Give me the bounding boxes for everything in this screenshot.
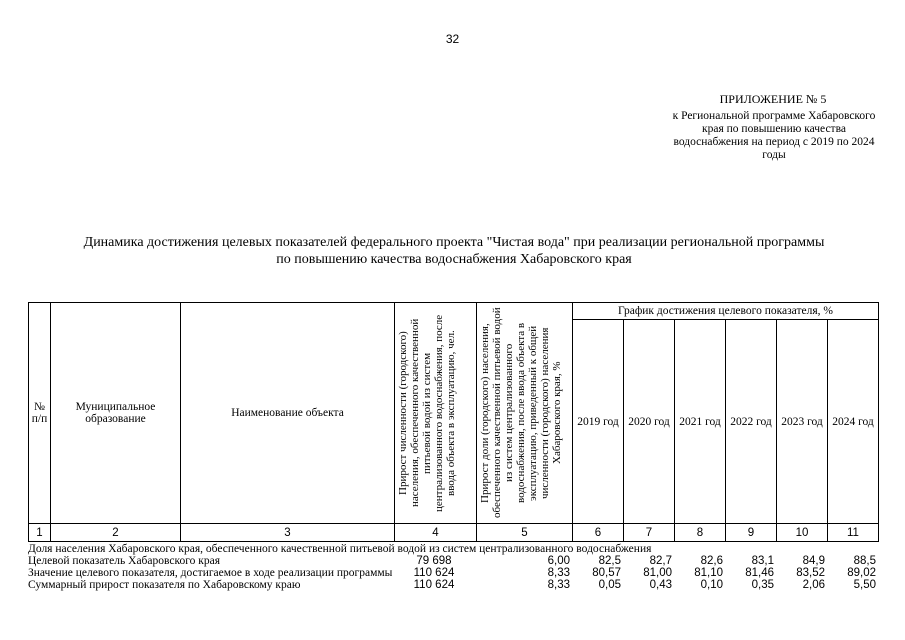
column-numbers-row xyxy=(29,524,879,542)
header-col-population-growth xyxy=(395,303,477,524)
row-year-2022: 83,1 xyxy=(751,555,774,567)
row-year-2023: 2,06 xyxy=(802,579,825,591)
column-number: 11 xyxy=(828,524,879,542)
column-number: 8 xyxy=(675,524,726,542)
header-table xyxy=(28,302,879,542)
table-row xyxy=(28,567,878,579)
row-label: Суммарный прирост показателя по Хабаровскому краю xyxy=(28,579,301,591)
column-number: 7 xyxy=(624,524,675,542)
header-year-2020: 2020 год xyxy=(624,320,675,524)
row-year-2019: 0,05 xyxy=(598,579,621,591)
row-year-2021: 82,6 xyxy=(700,555,723,567)
column-number: 9 xyxy=(726,524,777,542)
document-title xyxy=(30,234,878,268)
row-year-2022: 81,46 xyxy=(745,567,774,579)
column-number: 2 xyxy=(51,524,181,542)
header-col-object: Наименование объекта xyxy=(181,303,395,524)
row-year-2019: 82,5 xyxy=(598,555,621,567)
document-title-line1: Динамика достижения целевых показателей федерального проекта "Чистая вода" при реализации региональной программы xyxy=(83,235,825,250)
page-number: 32 xyxy=(445,32,460,46)
row-year-2020: 81,00 xyxy=(643,567,672,579)
row-year-2023: 84,9 xyxy=(802,555,825,567)
header-col-number: № п/п xyxy=(29,303,51,524)
table-row xyxy=(28,579,878,591)
row-year-2024: 89,02 xyxy=(847,567,876,579)
header-row-top xyxy=(29,303,879,320)
appendix-title: ПРИЛОЖЕНИЕ № 5 xyxy=(719,92,827,106)
table-row xyxy=(28,555,878,567)
header-col-share-growth-text: Прирост доли (городского) населения, обеспеченного качественной питьевой водой из систем централизованного водоснабжения, после ввода объекта в эксплуатацию, приведенный к общей численности (городского) населения Хабаровского края, % xyxy=(478,307,563,519)
row-population-growth: 110 624 xyxy=(413,567,455,579)
row-year-2023: 83,52 xyxy=(796,567,825,579)
row-year-2019: 80,57 xyxy=(592,567,621,579)
row-share-growth: 8,33 xyxy=(547,567,570,579)
row-year-2024: 88,5 xyxy=(853,555,876,567)
header-year-2024: 2024 год xyxy=(828,320,879,524)
header-year-2022: 2022 год xyxy=(726,320,777,524)
row-year-2021: 0,10 xyxy=(700,579,723,591)
column-number: 4 xyxy=(395,524,477,542)
document-title-line2: по повышению качества водоснабжения Хабаровского края xyxy=(276,252,632,267)
column-number: 6 xyxy=(573,524,624,542)
header-year-2019: 2019 год xyxy=(573,320,624,524)
row-year-2020: 0,43 xyxy=(649,579,672,591)
row-label: Значение целевого показателя, достигаемое в ходе реализации программы xyxy=(28,567,393,579)
section-title: Доля населения Хабаровского края, обеспеченного качественной питьевой водой из систем централизованного водоснабжения xyxy=(28,543,652,555)
column-number: 1 xyxy=(29,524,51,542)
header-col-population-growth-text: Прирост численности (городского) населения, обеспеченного качественной питьевой водой из систем централизованного водоснабжения, после ввода объекта в эксплуатацию, чел. xyxy=(396,314,457,512)
header-group-schedule: График достижения целевого показателя, % xyxy=(573,303,879,320)
header-col-municipality: Муниципальное образование xyxy=(51,303,181,524)
header-col-share-growth xyxy=(477,303,573,524)
row-year-2021: 81,10 xyxy=(694,567,723,579)
header-year-2021: 2021 год xyxy=(675,320,726,524)
header-year-2023: 2023 год xyxy=(777,320,828,524)
row-year-2024: 5,50 xyxy=(853,579,876,591)
column-number: 3 xyxy=(181,524,395,542)
row-share-growth: 8,33 xyxy=(547,579,570,591)
column-number: 10 xyxy=(777,524,828,542)
row-year-2020: 82,7 xyxy=(649,555,672,567)
section-row xyxy=(28,543,878,555)
row-year-2022: 0,35 xyxy=(751,579,774,591)
row-label: Целевой показатель Хабаровского края xyxy=(28,555,221,567)
row-share-growth: 6,00 xyxy=(547,555,570,567)
column-number: 5 xyxy=(477,524,573,542)
data-table xyxy=(28,543,878,591)
appendix-subtitle: к Региональной программе Хабаровского края по повышению качества водоснабжения на период с 2019 по 2024 годы xyxy=(672,110,876,161)
row-population-growth: 110 624 xyxy=(413,579,455,591)
row-population-growth: 79 698 xyxy=(416,555,452,567)
